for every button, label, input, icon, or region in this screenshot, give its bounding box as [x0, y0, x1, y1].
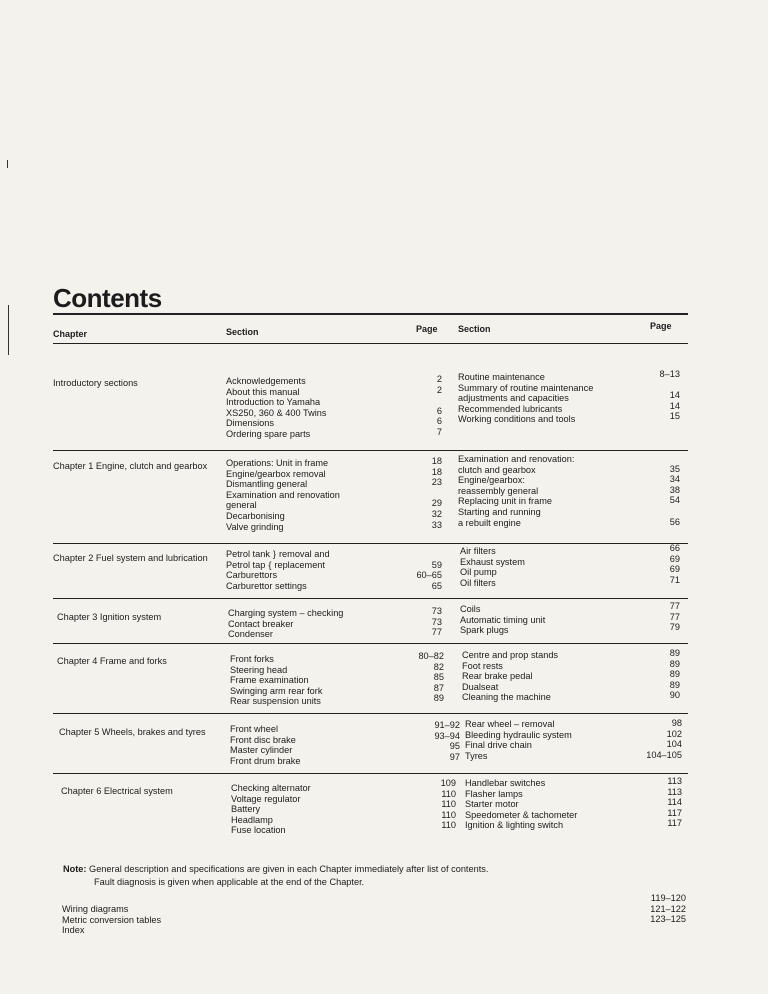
page-list: [400, 606, 442, 638]
page-number: 15: [669, 411, 680, 422]
section-item: Rear wheel – removal: [465, 719, 555, 729]
page-number: 14: [669, 390, 680, 401]
section-list-2: [465, 719, 572, 761]
section-item: Bleeding hydraulic system: [465, 729, 572, 740]
section-item: About this manual: [226, 386, 300, 397]
page-number: 69: [669, 553, 680, 564]
header-rule: [53, 343, 688, 344]
note-line-2: Fault diagnosis is given when applicable at the end of the Chapter.: [94, 877, 365, 887]
section-item: Front forks: [230, 654, 274, 664]
page-number: 60–65: [416, 570, 442, 581]
chapter-label: Chapter 3 Ignition system: [57, 612, 162, 622]
section-item: Starting and running: [458, 506, 541, 517]
chapter-label: Chapter 6 Electrical system: [61, 786, 173, 796]
appendix-item: Index: [62, 925, 85, 936]
chapter-label: Chapter 4 Frame and forks: [57, 656, 167, 666]
section-item: Working conditions and tools: [458, 414, 576, 425]
brace-text-2: replacement: [274, 559, 325, 570]
page-number: 2: [436, 374, 442, 384]
section-list: [226, 458, 340, 532]
page-number: 110: [441, 809, 456, 820]
page-number: 85: [433, 672, 444, 683]
page-number: 109: [440, 778, 456, 788]
section-list-2: [460, 546, 525, 588]
page-number: [400, 488, 442, 499]
section-item: Rear brake pedal: [462, 671, 533, 682]
page-number: 110: [441, 799, 456, 810]
section-item: general: [226, 500, 257, 511]
page-number: 89: [669, 669, 680, 680]
page-number: 89: [669, 658, 680, 669]
header-page: Page: [416, 324, 438, 334]
section-item: clutch and gearbox: [458, 464, 536, 475]
section-item: [226, 549, 330, 560]
row-rule: [53, 773, 688, 774]
section-item: Engine/gearbox:: [458, 475, 525, 486]
section-item: Tyres: [465, 750, 488, 761]
page-number: [620, 380, 680, 391]
row-rule: [53, 643, 688, 644]
chapter-label: Introductory sections: [53, 378, 138, 388]
note-label: Note:: [63, 864, 87, 874]
page-number: 110: [441, 788, 456, 799]
row-rule: [53, 543, 688, 544]
section-item: Carburettors: [226, 570, 278, 581]
section-item: Front disc brake: [230, 734, 296, 745]
page-number: 33: [431, 519, 442, 530]
appendix-list: [62, 904, 161, 936]
page-number: 104–105: [646, 749, 682, 760]
section-list: [226, 376, 326, 440]
section-item: adjustments and capacities: [458, 393, 569, 404]
page-number: 95: [449, 741, 460, 752]
page-number: 77: [431, 627, 442, 638]
section-item: Acknowledgements: [226, 376, 306, 386]
page-number: 117: [667, 807, 682, 818]
brace-text-1: removal and: [279, 549, 330, 559]
page-number: 8–13: [659, 369, 680, 379]
page-number: 34: [669, 474, 680, 485]
page-list-2: [620, 776, 682, 829]
section-item: Routine maintenance: [458, 372, 545, 382]
page-number: 87: [433, 682, 444, 693]
section-item: Introduction to Yamaha: [226, 397, 321, 408]
appendix-item: Metric conversion tables: [62, 914, 162, 925]
page-list-2: [610, 718, 682, 760]
section-item: Dismantling general: [226, 479, 308, 490]
page-number: [620, 506, 680, 517]
section-item: Operations: Unit in frame: [226, 458, 329, 468]
brace-icon: }: [272, 549, 276, 559]
page-number: 73: [431, 606, 442, 616]
appendix-pages: [600, 893, 686, 925]
page-list-2: [620, 543, 680, 585]
page-list: [400, 456, 442, 530]
section-item: a rebuilt engine: [458, 517, 521, 528]
section-item: Exhaust system: [460, 556, 525, 567]
page-number: 69: [669, 564, 680, 575]
page-number: 89: [669, 679, 680, 690]
section-item: Engine/gearbox removal: [226, 468, 326, 479]
page-number: 104: [666, 739, 682, 750]
section-item: Automatic timing unit: [460, 614, 546, 625]
section-item: Foot rests: [462, 660, 503, 671]
chapter-label: Chapter 5 Wheels, brakes and tyres: [59, 727, 206, 737]
page-number: 77: [669, 601, 680, 611]
page-number: 23: [431, 477, 442, 488]
row-rule: [53, 598, 688, 599]
page-number: 121–122: [650, 903, 686, 914]
page-number: 98: [671, 718, 682, 728]
page-number: 114: [667, 797, 682, 808]
page-number: 32: [431, 508, 442, 519]
section-item: Headlamp: [231, 814, 273, 825]
section-item: Starter motor: [465, 799, 519, 810]
page-number: 90: [669, 690, 680, 701]
header-section-2: Section: [458, 324, 491, 334]
section-item: Speedometer & tachometer: [465, 809, 578, 820]
margin-mark: [8, 305, 9, 355]
page-number: 29: [431, 498, 442, 509]
section-item: Front drum brake: [230, 755, 301, 766]
section-item: Steering head: [230, 664, 288, 675]
section-item: Spark plugs: [460, 625, 509, 636]
page-number: 2: [436, 384, 442, 395]
section-item: Contact breaker: [228, 618, 294, 629]
page-list-2: [620, 648, 680, 701]
page-number: 59: [431, 559, 442, 570]
page-list-2: [620, 369, 680, 422]
section-list-2: [458, 372, 593, 425]
section-list: [230, 654, 322, 707]
section-item: Replacing unit in frame: [458, 496, 552, 507]
row-rule: [53, 713, 688, 714]
section-item: Examination and renovation: [226, 489, 340, 500]
row-rule: [53, 450, 688, 451]
page-number: 56: [669, 516, 680, 527]
section-list: [226, 549, 330, 591]
page-number: 65: [431, 580, 442, 591]
section-item: Flasher lamps: [465, 788, 523, 799]
page-number: 113: [667, 776, 682, 786]
page-number: 113: [667, 786, 682, 797]
page-number: 123–125: [650, 914, 686, 925]
page-number: 102: [666, 728, 682, 739]
page-number: 77: [669, 611, 680, 622]
section-item: Decarbonising: [226, 510, 285, 521]
section-list-2: [458, 454, 574, 528]
header-page-2: Page: [650, 321, 672, 331]
page-number: 110: [441, 820, 456, 831]
section-item: Final drive chain: [465, 740, 532, 751]
section-item: Fuse location: [231, 825, 286, 836]
page-number: 35: [669, 463, 680, 474]
page-number: [620, 453, 680, 464]
section-list: [230, 724, 300, 766]
page-number: 97: [449, 751, 460, 762]
section-list-2: [460, 604, 545, 636]
page-number: 71: [669, 574, 680, 585]
section-item: Valve grinding: [226, 521, 284, 532]
page-number: 38: [669, 484, 680, 495]
page-number: 18: [431, 456, 442, 466]
page-list: [400, 549, 442, 591]
section-item: reassembly general: [458, 485, 539, 496]
page-number: 6: [436, 416, 442, 427]
section-list-2: [462, 650, 558, 703]
section-item: Ignition & lighting switch: [465, 820, 564, 831]
note: [63, 864, 488, 874]
section-item: Recommended lubricants: [458, 403, 563, 414]
page-number: 14: [669, 400, 680, 411]
page-number: 79: [669, 622, 680, 633]
section-item: Carburettor settings: [226, 580, 307, 591]
section-item: Rear suspension units: [230, 696, 321, 707]
section-item: Front wheel: [230, 724, 279, 734]
section-item: Swinging arm rear fork: [230, 685, 323, 696]
page-list: [400, 778, 456, 831]
appendix-item: Wiring diagrams: [62, 904, 129, 914]
section-item: Condenser: [228, 629, 273, 640]
chapter-label: Chapter 1 Engine, clutch and gearbox: [53, 461, 208, 471]
section-item: Dualseat: [462, 681, 499, 692]
section-item: Ordering spare parts: [226, 428, 311, 439]
header-section: Section: [226, 327, 259, 337]
header-chapter: Chapter: [53, 329, 88, 339]
section-list: [228, 608, 343, 640]
page-number: 6: [436, 405, 442, 416]
page-list: [396, 720, 460, 762]
chapter-label: Chapter 2 Fuel system and lubrication: [53, 553, 208, 563]
section-item: Master cylinder: [230, 745, 293, 756]
page-number: 18: [431, 466, 442, 477]
section-item: Oil filters: [460, 577, 496, 588]
page-list: [400, 651, 444, 704]
page-number: 66: [669, 543, 680, 553]
section-label: Petrol tap: [226, 559, 266, 570]
page-number: 119–120: [650, 893, 686, 903]
page-number: 89: [433, 693, 444, 704]
page-number: 54: [669, 495, 680, 506]
section-item: Oil pump: [460, 567, 497, 578]
section-item: Voltage regulator: [231, 793, 301, 804]
page-number: 73: [431, 616, 442, 627]
section-item: Cleaning the machine: [462, 692, 551, 703]
page-title: Contents: [53, 283, 162, 313]
page-number: [400, 549, 442, 560]
section-item: XS250, 360 & 400 Twins: [226, 407, 327, 418]
section-item: Handlebar switches: [465, 778, 546, 788]
section-item: Frame examination: [230, 675, 309, 686]
page-number: 7: [436, 426, 442, 437]
page-number: 91–92: [434, 720, 460, 730]
section-item: Centre and prop stands: [462, 650, 559, 660]
page-number: 93–94: [434, 730, 460, 741]
page-list-2: [620, 453, 680, 527]
section-item: Coils: [460, 604, 481, 614]
page-list-2: [620, 601, 680, 633]
page-number: 89: [669, 648, 680, 658]
page-number: [400, 395, 442, 406]
section-item: Dimensions: [226, 418, 274, 429]
brace-icon: {: [268, 559, 272, 570]
page-number: 82: [433, 661, 444, 672]
margin-mark: [7, 160, 8, 168]
section-item: Checking alternator: [231, 783, 311, 793]
title-rule: [53, 313, 688, 315]
section-item: Air filters: [460, 546, 496, 556]
page-number: 80–82: [418, 651, 444, 661]
section-item: Examination and renovation:: [458, 454, 575, 464]
section-list: [231, 783, 311, 836]
section-list-2: [465, 778, 577, 831]
section-label: Petrol tank: [226, 549, 270, 559]
note-line-1: General description and specifications are given in each Chapter immediately after list of contents.: [89, 864, 489, 874]
section-item: Charging system – checking: [228, 608, 344, 618]
section-item: Summary of routine maintenance: [458, 382, 594, 393]
section-item: Battery: [231, 804, 261, 815]
section-item: [226, 560, 330, 571]
page-number: 117: [667, 818, 682, 829]
page-list: [400, 374, 442, 438]
